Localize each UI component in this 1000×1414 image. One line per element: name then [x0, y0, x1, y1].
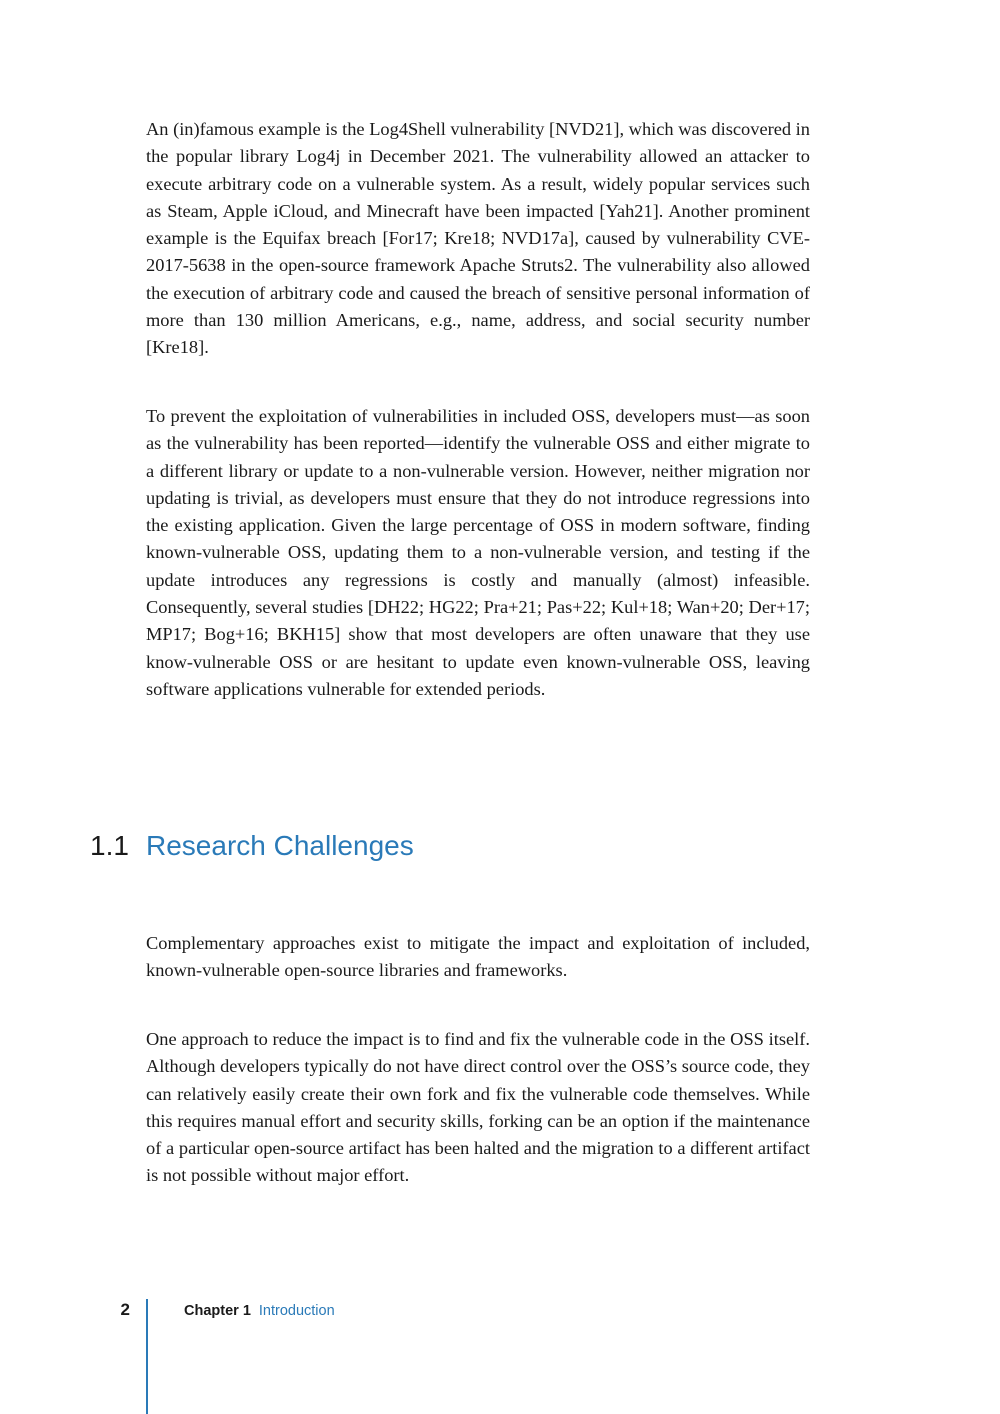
section-paragraph-approaches: Complementary approaches exist to mitigate the impact and exploitation of included, known-vulnerable open-source libraries and frameworks.	[146, 933, 810, 981]
chapter-name: Introduction	[258, 1303, 335, 1319]
section-number: 1.1	[90, 830, 129, 861]
footer-divider	[146, 1299, 148, 1414]
body-paragraph-prevention: To prevent the exploitation of vulnerabilities in included OSS, developers must—as soon as the vulnerability has been reported—identify the vulnerable OSS and either migrate to a different library or update to a non-vulnerable version. However, neither migration nor updating is trivial, as developers must ensure that they do not introduce regressions into the existing application. Given the large percentage of OSS in modern software, finding known-vulnerable OSS, updating them to a non-vulnerable version, and testing if the update introduces any regressions is costly and manually (almost) infeasible. Consequently, several studies [DH22; HG22; Pra+21; Pas+22; Kul+18; Wan+20; Der+17; MP17; Bog+16; BKH15] show that most developers are often unaware that they use know-vulnerable OSS or are hesitant to update even known-vulnerable OSS, leaving software applications vulnerable for extended periods.	[146, 406, 810, 699]
section-heading	[90, 826, 414, 866]
running-footer	[184, 1300, 335, 1322]
page-number: 2	[120, 1300, 130, 1319]
section-paragraph-forking: One approach to reduce the impact is to find and fix the vulnerable code in the OSS itself. Although developers typically do not have direct control over the OSS’s source code, they can relatively easily create their own fork and fix the vulnerable code themselves. While this requires manual effort and security skills, forking can be an option if the maintenance of a particular open-source artifact has been halted and the migration to a different artifact is not possible without major effort.	[146, 1029, 810, 1186]
chapter-label: Chapter 1	[184, 1303, 251, 1319]
body-paragraph-log4shell: An (in)famous example is the Log4Shell vulnerability [NVD21], which was discovered in the popular library Log4j in December 2021. The vulnerability allowed an attacker to execute arbitrary code on a vulnerable system. As a result, widely popular services such as Steam, Apple iCloud, and Minecraft have been impacted [Yah21]. Another prominent example is the Equifax breach [For17; Kre18; NVD17a], caused by vulnerability CVE-2017-5638 in the open-source framework Apache Struts2. The vulnerability also allowed the execution of arbitrary code and caused the breach of sensitive personal information of more than 130 million Americans, e.g., name, address, and social security number [Kre18].	[146, 119, 810, 358]
section-title: Research Challenges	[146, 830, 414, 861]
